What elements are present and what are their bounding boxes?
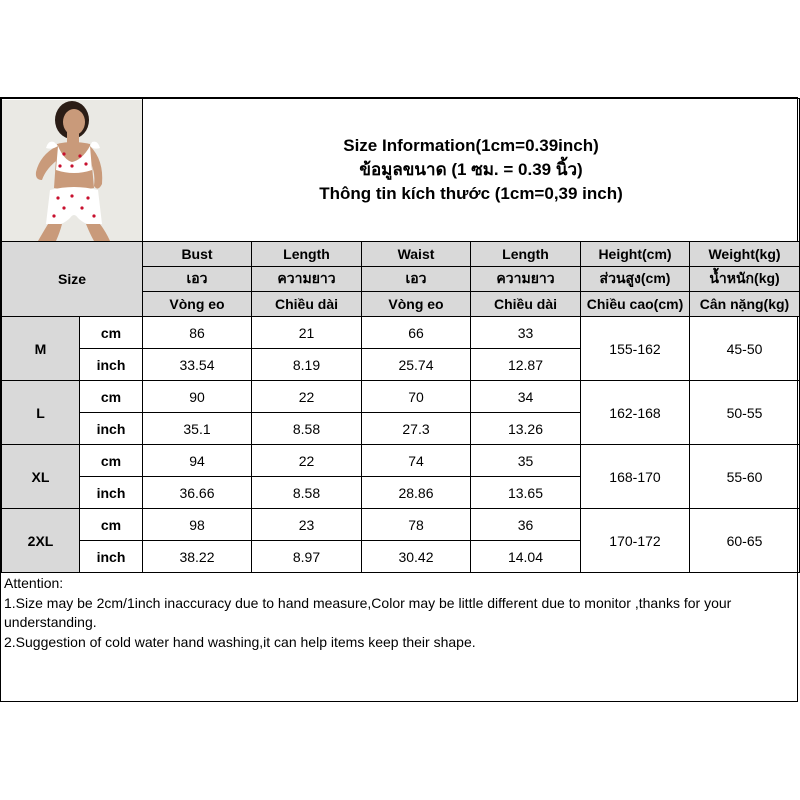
header-weight-vietnamese: Cân nặng(kg): [690, 292, 800, 317]
waist-inch: 25.74: [362, 349, 471, 381]
product-photo-cell: [2, 99, 143, 242]
unit-inch: inch: [80, 541, 143, 573]
waist-cm: 74: [362, 445, 471, 477]
title-cell: [143, 99, 800, 242]
bust-cm: 90: [143, 381, 252, 413]
size-header: Size: [2, 242, 143, 317]
attention-heading: Attention:: [4, 575, 64, 591]
header-length-thai: ความยาว: [252, 267, 362, 292]
bust-cm: 98: [143, 509, 252, 541]
header-waist-vietnamese: Vòng eo: [362, 292, 471, 317]
size-name-m: M: [2, 317, 80, 381]
bust-cm: 86: [143, 317, 252, 349]
bust-inch: 38.22: [143, 541, 252, 573]
header-waist: Waist: [362, 242, 471, 267]
header-weight-thai: น้ำหนัก(kg): [690, 267, 800, 292]
title-thai: ข้อมูลขนาด (1 ซม. = 0.39 นิ้ว): [359, 160, 583, 179]
unit-cm: cm: [80, 381, 143, 413]
bust-inch: 36.66: [143, 477, 252, 509]
header-length: Length: [252, 242, 362, 267]
waist-cm: 70: [362, 381, 471, 413]
waist-cm: 66: [362, 317, 471, 349]
length-inch: 8.97: [252, 541, 362, 573]
size-name-xl: XL: [2, 445, 80, 509]
length-inch: 8.58: [252, 413, 362, 445]
unit-inch: inch: [80, 413, 143, 445]
length-2-cm: 35: [471, 445, 581, 477]
title-vietnamese: Thông tin kích thước (1cm=0,39 inch): [319, 184, 623, 203]
height-range: 155-162: [581, 317, 690, 381]
waist-inch: 30.42: [362, 541, 471, 573]
bust-cm: 94: [143, 445, 252, 477]
length-inch: 8.58: [252, 477, 362, 509]
header-length-2-thai: ความยาว: [471, 267, 581, 292]
table-row: [2, 381, 800, 413]
unit-inch: inch: [80, 349, 143, 381]
attention-note-2: 2.Suggestion of cold water hand washing,it can help items keep their shape.: [4, 633, 476, 650]
size-table: [1, 98, 800, 573]
header-height: Height(cm): [581, 242, 690, 267]
length-2-cm: 34: [471, 381, 581, 413]
length-2-inch: 12.87: [471, 349, 581, 381]
size-name-l: L: [2, 381, 80, 445]
length-cm: 22: [252, 381, 362, 413]
size-chart: [0, 97, 798, 702]
table-row: [2, 445, 800, 477]
attention-notes: [4, 574, 794, 652]
height-range: 170-172: [581, 509, 690, 573]
length-2-inch: 13.65: [471, 477, 581, 509]
header-height-thai: ส่วนสูง(cm): [581, 267, 690, 292]
product-photo: [2, 100, 142, 241]
header-length-2-vietnamese: Chiều dài: [471, 292, 581, 317]
waist-inch: 27.3: [362, 413, 471, 445]
waist-cm: 78: [362, 509, 471, 541]
unit-inch: inch: [80, 477, 143, 509]
header-waist-thai: เอว: [362, 267, 471, 292]
header-bust-thai: เอว: [143, 267, 252, 292]
table-row: [2, 509, 800, 541]
unit-cm: cm: [80, 509, 143, 541]
header-height-vietnamese: Chiều cao(cm): [581, 292, 690, 317]
height-range: 168-170: [581, 445, 690, 509]
bust-inch: 33.54: [143, 349, 252, 381]
bust-inch: 35.1: [143, 413, 252, 445]
unit-cm: cm: [80, 445, 143, 477]
length-cm: 21: [252, 317, 362, 349]
length-2-cm: 36: [471, 509, 581, 541]
title-english: Size Information(1cm=0.39inch): [343, 136, 599, 155]
length-cm: 22: [252, 445, 362, 477]
length-2-inch: 14.04: [471, 541, 581, 573]
unit-cm: cm: [80, 317, 143, 349]
header-bust: Bust: [143, 242, 252, 267]
size-name-2xl: 2XL: [2, 509, 80, 573]
height-range: 162-168: [581, 381, 690, 445]
length-2-inch: 13.26: [471, 413, 581, 445]
table-row: [2, 317, 800, 349]
attention-note-1: 1.Size may be 2cm/1inch inaccuracy due to hand measure,Color may be little different due to monitor ,thanks for your understanding.: [4, 594, 732, 630]
header-length-vietnamese: Chiều dài: [252, 292, 362, 317]
length-cm: 23: [252, 509, 362, 541]
header-length-2: Length: [471, 242, 581, 267]
weight-range: 50-55: [690, 381, 800, 445]
length-inch: 8.19: [252, 349, 362, 381]
length-2-cm: 33: [471, 317, 581, 349]
header-weight: Weight(kg): [690, 242, 800, 267]
header-bust-vietnamese: Vòng eo: [143, 292, 252, 317]
weight-range: 60-65: [690, 509, 800, 573]
weight-range: 45-50: [690, 317, 800, 381]
waist-inch: 28.86: [362, 477, 471, 509]
weight-range: 55-60: [690, 445, 800, 509]
